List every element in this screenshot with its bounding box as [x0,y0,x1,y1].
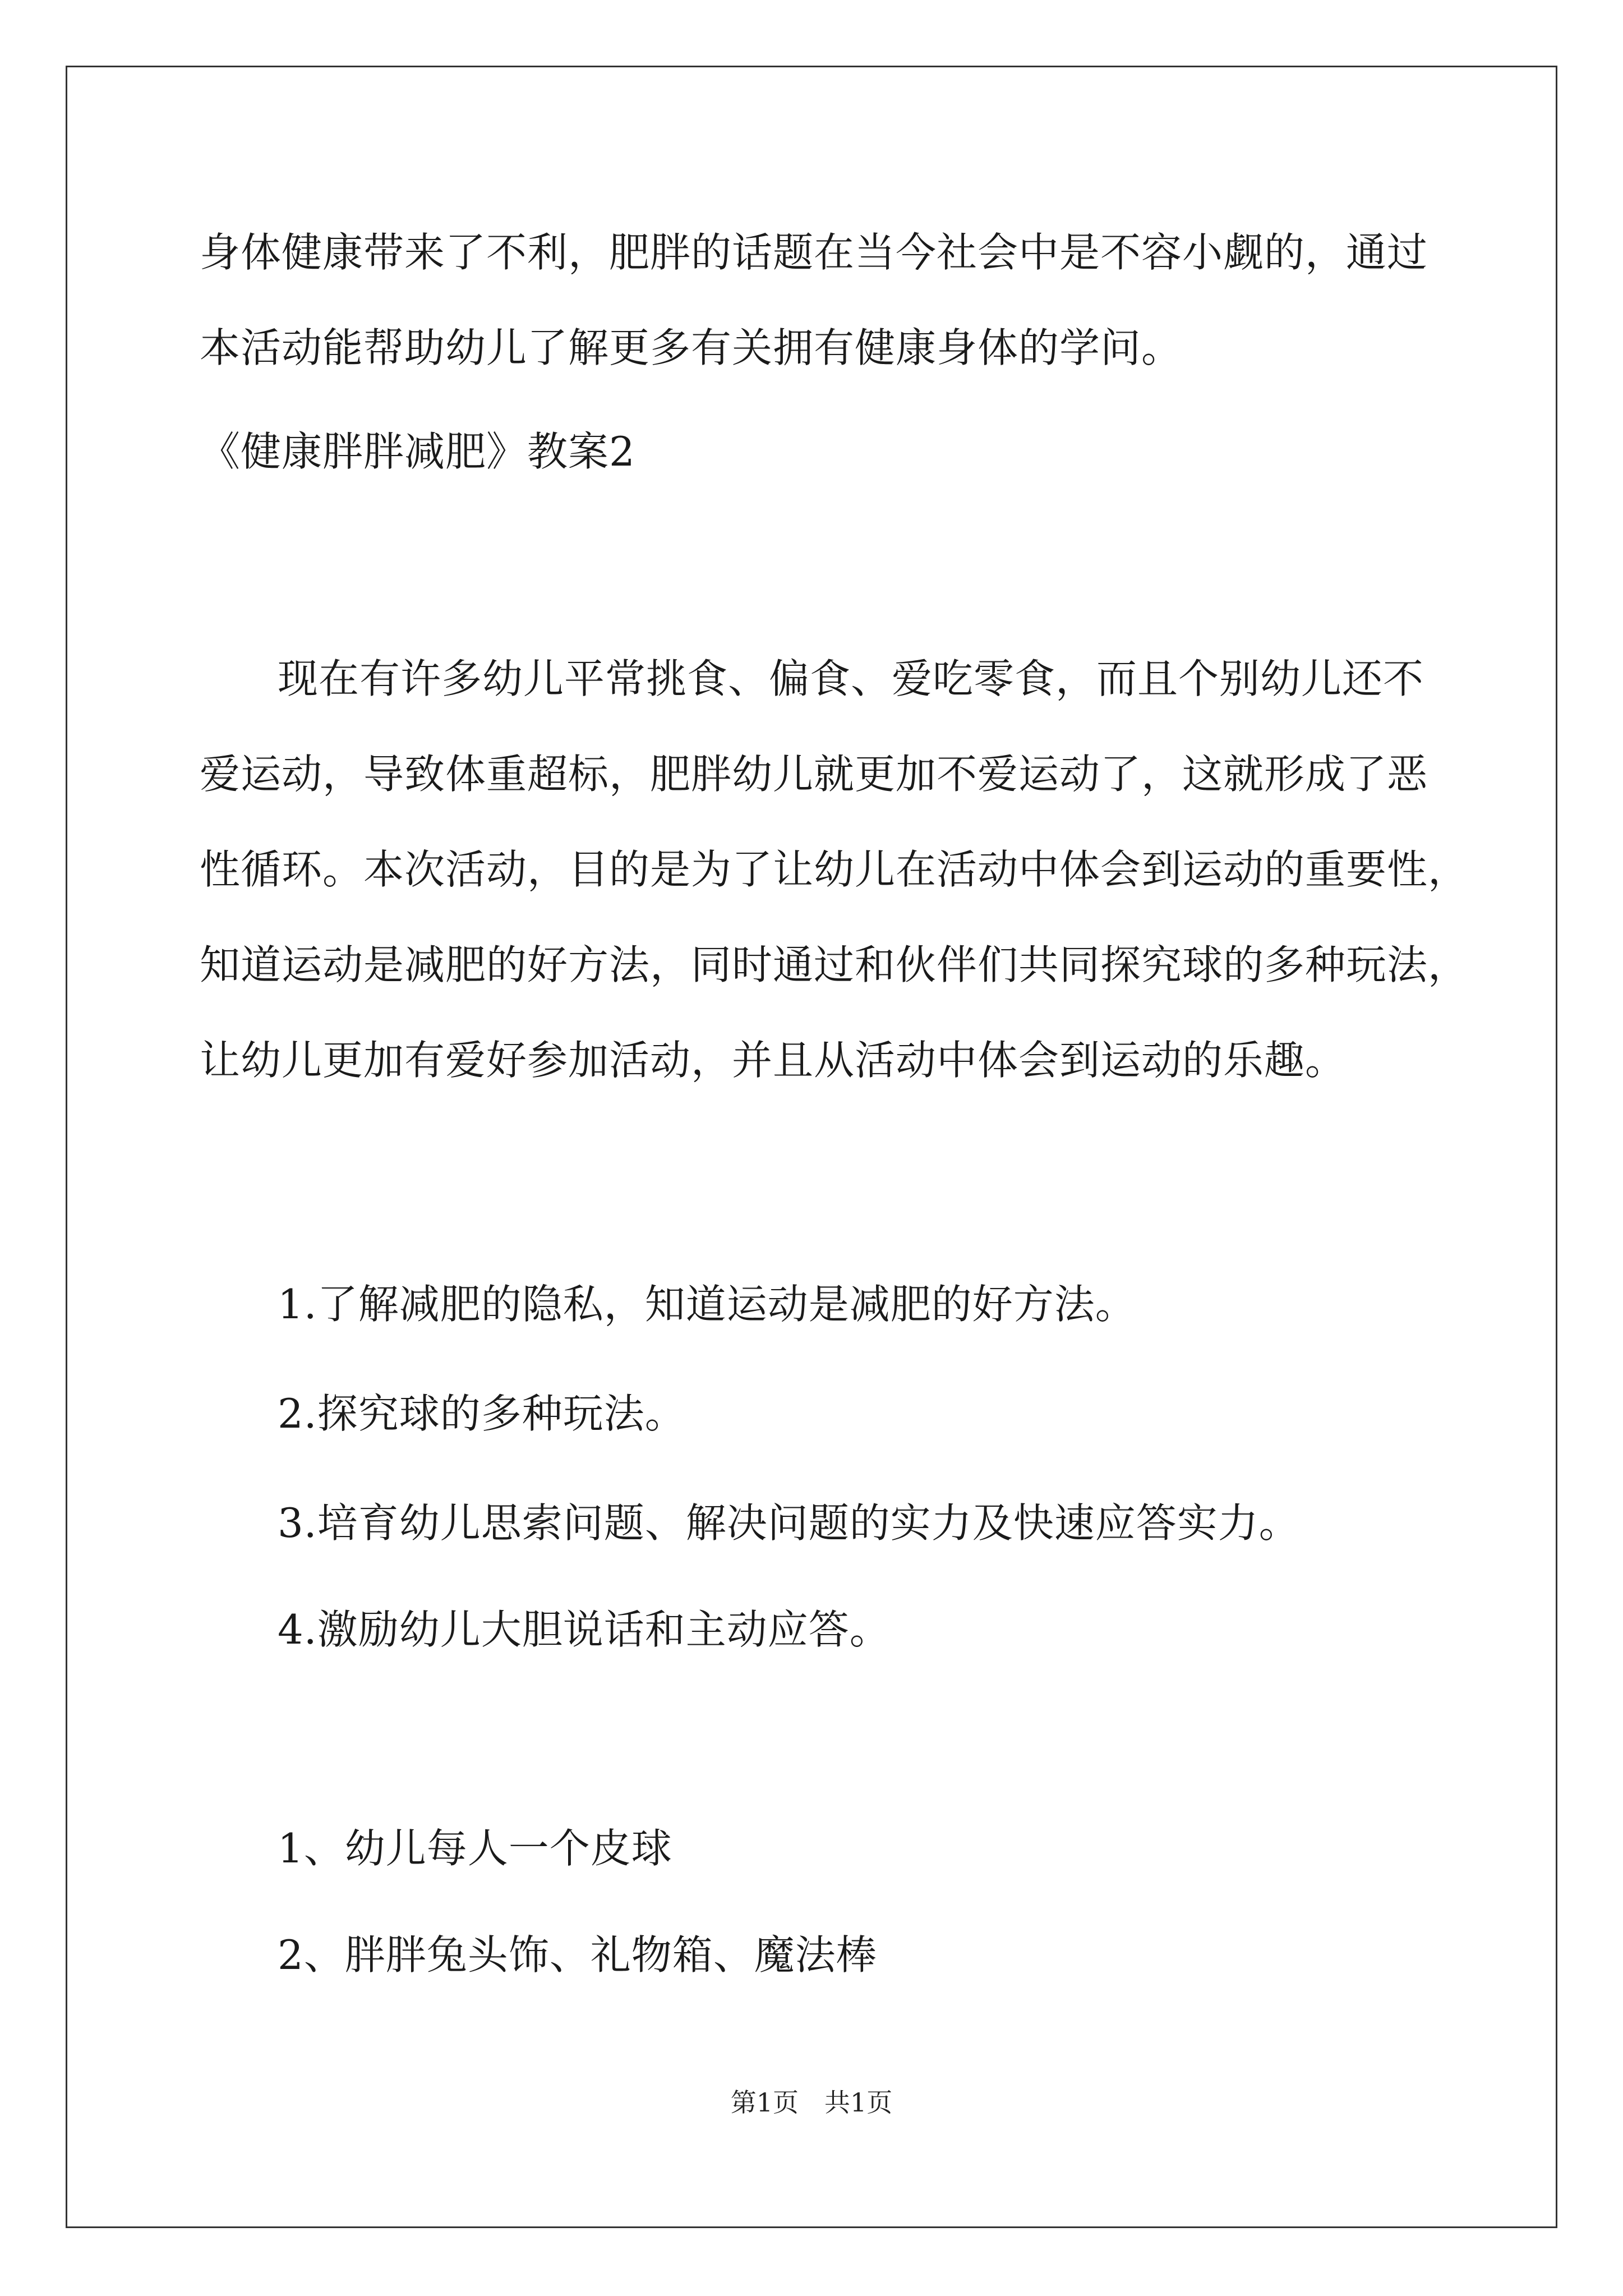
body-line-2: 爱运动，导致体重超标，肥胖幼儿就更加不爱运动了，这就形成了恶 [200,751,1428,798]
body-line-4: 知道运动是减肥的好方法，同时通过和伙伴们共同探究球的多种玩法， [200,941,1469,988]
intro-line-2: 本活动能帮助幼儿了解更多有关拥有健康身体的学问。 [200,324,1183,371]
page-footer: 第1页 共1页 [730,2087,893,2118]
goal-item-2: 2.探究球的多种玩法。 [278,1390,686,1437]
goal-item-1: 1.了解减肥的隐私，知道运动是减肥的好方法。 [278,1281,1136,1328]
document-title: 《健康胖胖减肥》教案2 [200,428,635,475]
body-line-1: 现在有许多幼儿平常挑食、偏食、爱吃零食，而且个别幼儿还不 [278,655,1424,702]
page-border [66,66,1557,2228]
body-line-5: 让幼儿更加有爱好参加活动，并且从活动中体会到运动的乐趣。 [200,1037,1347,1084]
material-item-1: 1、幼儿每人一个皮球 [278,1825,672,1872]
intro-line-1: 身体健康带来了不利，肥胖的话题在当今社会中是不容小觑的，通过 [200,229,1428,276]
material-item-2: 2、胖胖兔头饰、礼物箱、魔法棒 [278,1931,877,1978]
goal-item-4: 4.激励幼儿大胆说话和主动应答。 [278,1606,891,1653]
goal-item-3: 3.培育幼儿思索问题、解决问题的实力及快速应答实力。 [278,1499,1300,1547]
body-line-3: 性循环。本次活动，目的是为了让幼儿在活动中体会到运动的重要性， [200,846,1469,893]
